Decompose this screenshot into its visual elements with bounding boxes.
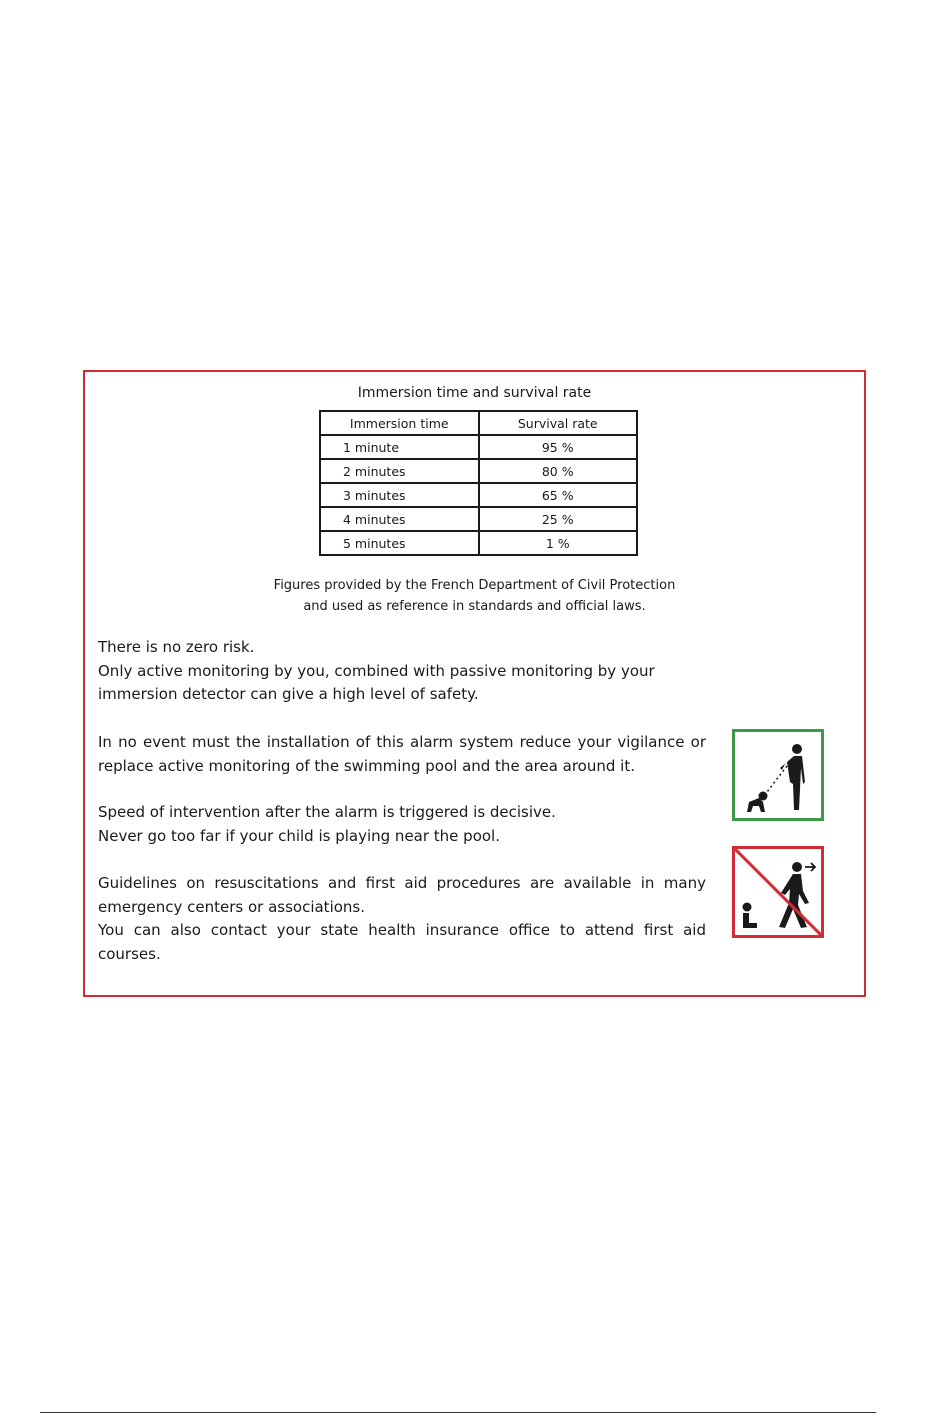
paragraph-line: Speed of intervention after the alarm is triggered is decisive. bbox=[98, 803, 556, 821]
survival-rate-cell: 80 % bbox=[479, 459, 638, 483]
adult-walking-away-prohibited-icon-graphic bbox=[735, 849, 821, 935]
survival-rate-cell: 95 % bbox=[479, 435, 638, 459]
table-header-row bbox=[320, 411, 637, 435]
survival-rate-cell: 1 % bbox=[479, 531, 638, 555]
survival-rate-cell: 65 % bbox=[479, 483, 638, 507]
guidelines-paragraph bbox=[98, 872, 706, 966]
immersion-time-cell: 4 minutes bbox=[320, 507, 479, 531]
table-row bbox=[320, 531, 637, 555]
immersion-time-cell: 2 minutes bbox=[320, 459, 479, 483]
paragraph-line: There is no zero risk. bbox=[98, 638, 255, 656]
immersion-time-cell: 3 minutes bbox=[320, 483, 479, 507]
survival-rate-cell: 25 % bbox=[479, 507, 638, 531]
paragraph-line: Never go too far if your child is playing near the pool. bbox=[98, 826, 500, 845]
table-row bbox=[320, 483, 637, 507]
table-row bbox=[320, 459, 637, 483]
speed-paragraph bbox=[98, 801, 706, 848]
adult-watching-child-icon bbox=[732, 729, 824, 821]
paragraph-line: Guidelines on resuscitations and first aid procedures are available in many emergency centers or associations. bbox=[98, 874, 706, 916]
immersion-time-cell: 1 minute bbox=[320, 435, 479, 459]
column-header: Immersion time bbox=[320, 411, 479, 435]
table-source-note bbox=[85, 575, 864, 617]
paragraph-line: In no event must the installation of this alarm system reduce your vigilance or replace active monitoring of the swimming pool and the area around it. bbox=[98, 733, 706, 775]
adult-walking-away-prohibited-icon bbox=[732, 846, 824, 938]
vigilance-paragraph bbox=[98, 731, 706, 778]
source-line: and used as reference in standards and official laws. bbox=[303, 599, 646, 614]
adult-watching-child-icon-graphic bbox=[735, 732, 821, 818]
immersion-time-cell: 5 minutes bbox=[320, 531, 479, 555]
table-row bbox=[320, 435, 637, 459]
footer-rule bbox=[40, 1412, 876, 1413]
paragraph-line: You can also contact your state health insurance office to attend first aid courses. bbox=[98, 921, 706, 963]
table-row bbox=[320, 507, 637, 531]
paragraph-line: Only active monitoring by you, combined with passive monitoring by your immersion detector can give a high level of safety. bbox=[98, 661, 655, 703]
column-header: Survival rate bbox=[479, 411, 638, 435]
risk-paragraph bbox=[98, 636, 706, 707]
table-title: Immersion time and survival rate bbox=[357, 385, 592, 401]
survival-rate-table bbox=[319, 410, 638, 556]
safety-notice-box bbox=[83, 370, 866, 997]
source-line: Figures provided by the French Department of Civil Protection bbox=[273, 578, 676, 593]
